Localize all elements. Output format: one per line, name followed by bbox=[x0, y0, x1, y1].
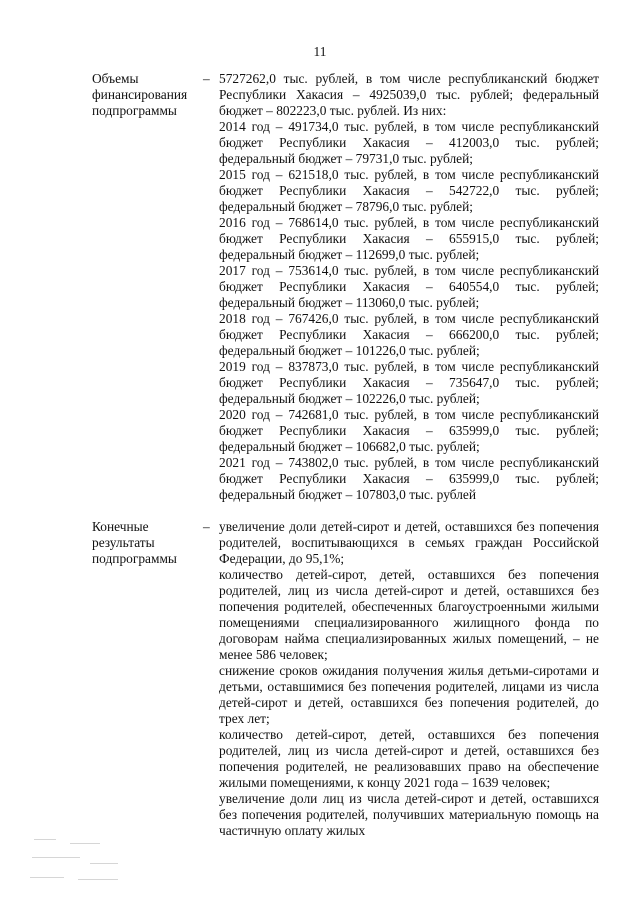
financing-year-paragraph: 2015 год – 621518,0 тыс. рублей, в том числе республиканский бюджет Республики Хакасия – 542722,0 тыс. рублей; федеральный бюджет – 78796,0 тыс. рублей; bbox=[219, 167, 599, 214]
financing-year-paragraph: 2019 год – 837873,0 тыс. рублей, в том числе республиканский бюджет Республики Хакасия – 735647,0 тыс. рублей; федеральный бюджет – 102226,0 тыс. рублей; bbox=[219, 359, 599, 406]
results-label bbox=[92, 519, 202, 567]
financing-label-line: финансирования bbox=[92, 87, 188, 102]
financing-year-paragraph: 2020 год – 742681,0 тыс. рублей, в том числе республиканский бюджет Республики Хакасия – 635999,0 тыс. рублей; федеральный бюджет – 106682,0 тыс. рублей; bbox=[219, 407, 599, 454]
results-label-line: Конечные bbox=[92, 519, 149, 534]
page-number: 11 bbox=[313, 44, 327, 59]
scan-artifact-marks bbox=[30, 833, 140, 883]
results-label-line: подпрограммы bbox=[92, 551, 177, 566]
results-dash: – bbox=[203, 519, 210, 534]
results-content bbox=[219, 519, 599, 839]
results-paragraph: количество детей-сирот, детей, оставшихся без попечения родителей, лиц из числа детей-сирот и детей, оставшихся без попечения родителей, обеспеченных благоустроенными жилыми помещениями специализированного жилищного фонда по договорам найма специализированных жилых помещений, – не менее 586 человек; bbox=[219, 567, 599, 662]
financing-label-line: Объемы bbox=[92, 71, 139, 86]
results-label-line: результаты bbox=[92, 535, 155, 550]
results-paragraph: увеличение доли детей-сирот и детей, оставшихся без попечения родителей, воспитывающихся в семьях граждан Российской Федерации, до 95,1%; bbox=[219, 519, 599, 566]
results-paragraph: увеличение доли лиц из числа детей-сирот и детей, оставшихся без попечения родителей, получивших материальную помощь на частичную оплату жилых bbox=[219, 791, 599, 838]
financing-dash: – bbox=[203, 71, 210, 86]
results-paragraph: количество детей-сирот, детей, оставшихся без попечения родителей, лиц из числа детей-сирот и детей, оставшихся без попечения родителей, не реализовавших право на обеспечение жилыми помещениями, к концу 2021 года – 1639 человек; bbox=[219, 727, 599, 790]
financing-content bbox=[219, 71, 599, 503]
financing-label bbox=[92, 71, 202, 119]
financing-year-paragraph: 2016 год – 768614,0 тыс. рублей, в том числе республиканский бюджет Республики Хакасия – 655915,0 тыс. рублей; федеральный бюджет – 112699,0 тыс. рублей; bbox=[219, 215, 599, 262]
financing-label-line: подпрограммы bbox=[92, 103, 177, 118]
financing-year-paragraph: 2014 год – 491734,0 тыс. рублей, в том числе республиканский бюджет Республики Хакасия – 412003,0 тыс. рублей; федеральный бюджет – 79731,0 тыс. рублей; bbox=[219, 119, 599, 166]
financing-total-paragraph: 5727262,0 тыс. рублей, в том числе республиканский бюджет Республики Хакасия – 4925039,0 тыс. рублей; федеральный бюджет – 802223,0 тыс. рублей. Из них: bbox=[219, 71, 599, 118]
results-paragraph: снижение сроков ожидания получения жилья детьми-сиротами и детьми, оставшимися без попечения родителей, лицами из числа детей-сирот и детей, оставшихся без попечения родителей, до трех лет; bbox=[219, 663, 599, 726]
financing-year-paragraph: 2018 год – 767426,0 тыс. рублей, в том числе республиканский бюджет Республики Хакасия – 666200,0 тыс. рублей; федеральный бюджет – 101226,0 тыс. рублей; bbox=[219, 311, 599, 358]
financing-year-paragraph: 2021 год – 743802,0 тыс. рублей, в том числе республиканский бюджет Республики Хакасия – 635999,0 тыс. рублей; федеральный бюджет – 107803,0 тыс. рублей bbox=[219, 455, 599, 502]
financing-year-paragraph: 2017 год – 753614,0 тыс. рублей, в том числе республиканский бюджет Республики Хакасия – 640554,0 тыс. рублей; федеральный бюджет – 113060,0 тыс. рублей; bbox=[219, 263, 599, 310]
